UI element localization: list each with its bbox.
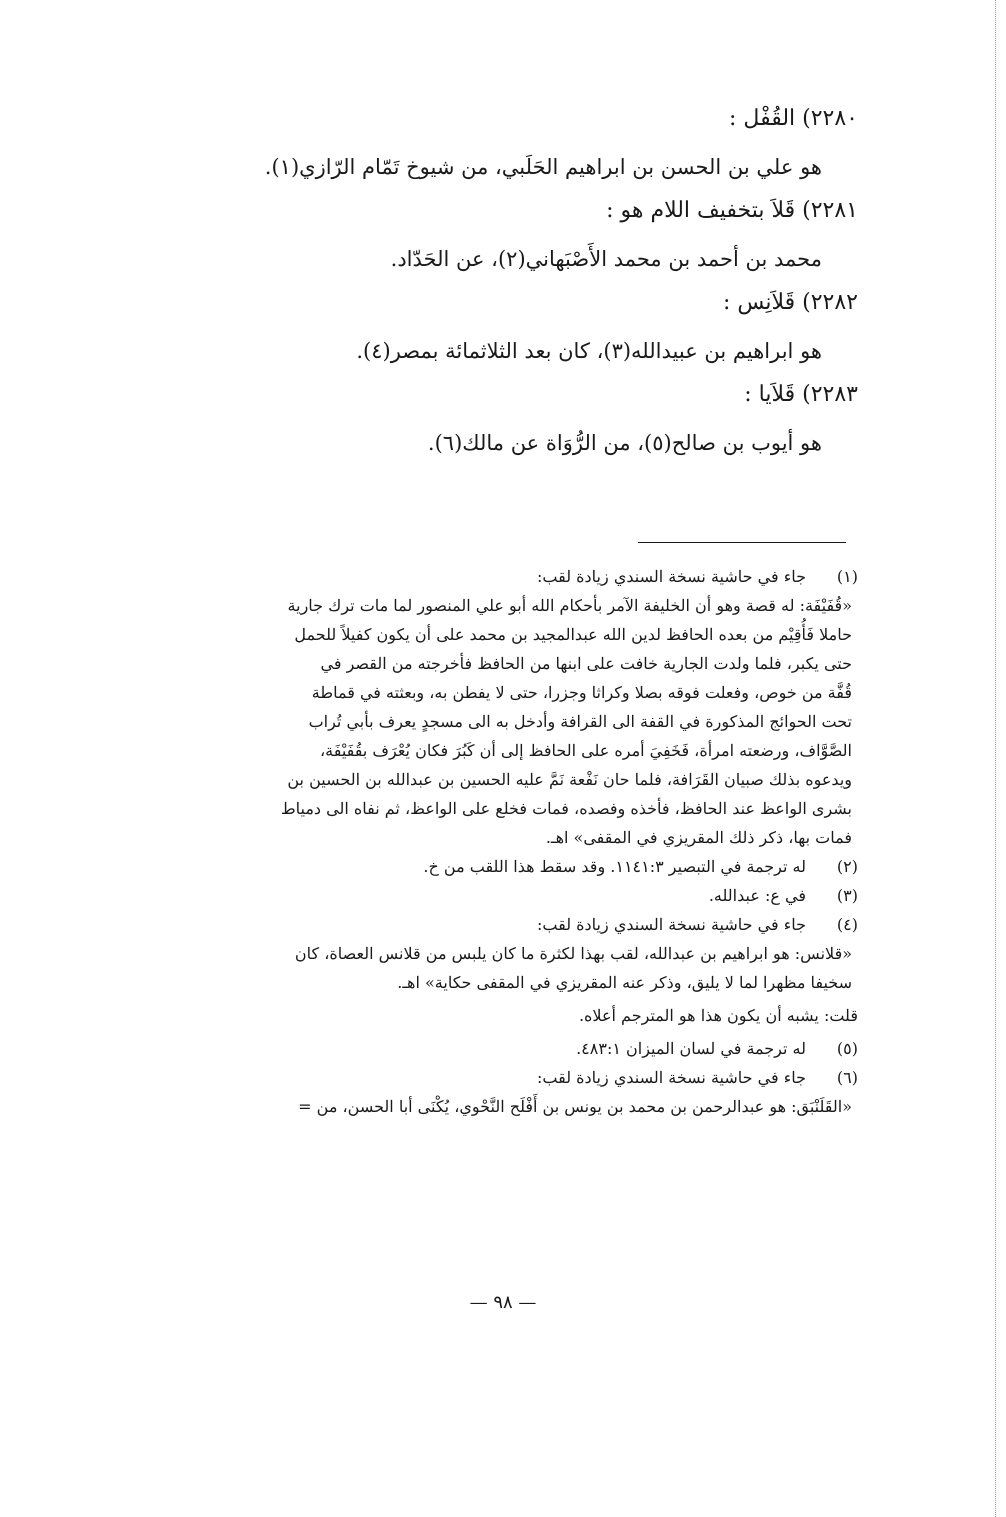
footnote-1 xyxy=(143,562,858,852)
footnote-1-number: (١) xyxy=(836,567,858,586)
footnote-3-number: (٣) xyxy=(836,886,858,905)
entry-2282-heading: ٢٢٨٢) قَلاَنِس : xyxy=(722,290,858,315)
footnote-6-number: (٦) xyxy=(836,1068,858,1087)
entry-2283-heading: ٢٢٨٣) قَلاَيا : xyxy=(744,382,858,407)
footnote-4-number: (٤) xyxy=(836,915,858,934)
footnote-1-line: حاملا فَأُقِيْم من بعده الحافظ لدين الله عبدالمجيد بن محمد على أن يكون كفيلاً للحمل xyxy=(294,625,852,644)
footnote-1-line: جاء في حاشية نسخة السندي زيادة لقب: xyxy=(537,567,806,586)
footnote-3 xyxy=(143,881,858,910)
footnote-5 xyxy=(143,1034,858,1063)
footnote-4-line: سخيفا مظهرا لما لا يليق، وذكر عنه المقريزي في المقفى حكاية» اهـ. xyxy=(397,973,852,992)
footnote-4 xyxy=(143,910,858,997)
footnote-1-line: قُفَّة من خوص، وفعلت فوقه بصلا وكراثا وجزرا، حتى لا يفطن به، وبعثته في قماطة xyxy=(311,683,852,702)
entry-2280-heading: ٢٢٨٠) القُفْل : xyxy=(729,106,858,131)
footnote-separator xyxy=(638,542,846,543)
footnote-3-text: في ع: عبدالله. xyxy=(708,886,806,905)
footnote-2-number: (٢) xyxy=(836,857,858,876)
page-number: — ٩٨ — xyxy=(469,1292,537,1313)
editor-comment: قلت: يشبه أن يكون هذا هو المترجم أعلاه. xyxy=(578,1006,858,1025)
footnote-4-line: جاء في حاشية نسخة السندي زيادة لقب: xyxy=(537,915,806,934)
footnotes-block xyxy=(143,562,858,1121)
entry-2281-heading: ٢٢٨١) قَلاَ بتخفيف اللام هو : xyxy=(606,198,858,223)
footnote-6-line: «القَلَنْبَق: هو عبدالرحمن بن محمد بن يونس بن أَفْلَح النَّحْوي، يُكْنَى أبا الحسن، من = xyxy=(298,1097,852,1116)
entry-2280-text: هو علي بن الحسن بن ابراهيم الحَلَبي، من شيوخ تَمّام الرّازي(١). xyxy=(264,155,822,179)
footnote-6 xyxy=(143,1063,858,1121)
footnote-1-line: الصَّوَّاف، ورضعته امرأة، فَخَفِيَ أمره على الحافظ إلى أن كَبُرَ فكان يُعْرَف بقُفَيْفَة، xyxy=(320,741,852,760)
footnote-1-line: فمات بها، ذكر ذلك المقريزي في المقفى» اهـ. xyxy=(545,828,852,847)
entry-2282-text: هو ابراهيم بن عبيدالله(٣)، كان بعد الثلاثمائة بمصر(٤). xyxy=(356,339,822,363)
footnote-1-line: حتى يكبر، فلما ولدت الجارية خافت على ابنها من الحافظ فأخرجته من القصر في xyxy=(320,654,852,673)
footnote-1-line: بشرى الواعظ عند الحافظ، فأخذه وفصده، فمات فخلع على الواعظ، ثم نفاه الى دمياط xyxy=(280,799,852,818)
entry-2281-text: محمد بن أحمد بن محمد الأَصْبَهاني(٢)، عن الحَدّاد. xyxy=(390,247,822,271)
footnote-2-text: له ترجمة في التبصير ١١٤١:٣. وقد سقط هذا اللقب من خ. xyxy=(423,857,806,876)
footnote-2 xyxy=(143,852,858,881)
footnote-5-number: (٥) xyxy=(836,1039,858,1058)
entries-block xyxy=(138,104,858,472)
footnote-1-line: تحت الحوائج المذكورة في القفة الى القرافة وأدخل به الى مسجدٍ يعرف بأبي تُراب xyxy=(308,712,852,731)
scan-edge-line xyxy=(995,0,996,1517)
footnote-1-line: ويدعوه بذلك صبيان القَرَافة، فلما حان نَفْعة نَمَّ عليه الحسين بن عبدالله بن الحسين بن xyxy=(287,770,852,789)
entry-2283-text: هو أيوب بن صالح(٥)، من الرُّوَاة عن مالك(٦). xyxy=(427,431,822,455)
footnote-1-line: «قُفَيْفَة: له قصة وهو أن الخليفة الآمر بأحكام الله أبو علي المنصور لما مات ترك جارية xyxy=(287,596,852,615)
footnote-4-line: «قلانس: هو ابراهيم بن عبدالله، لقب بهذا لكثرة ما كان يلبس من قلانس العصاة، كان xyxy=(294,944,852,963)
footnote-6-line: جاء في حاشية نسخة السندي زيادة لقب: xyxy=(537,1068,806,1087)
footnote-5-text: له ترجمة في لسان الميزان ٤٨٣:١. xyxy=(576,1039,806,1058)
